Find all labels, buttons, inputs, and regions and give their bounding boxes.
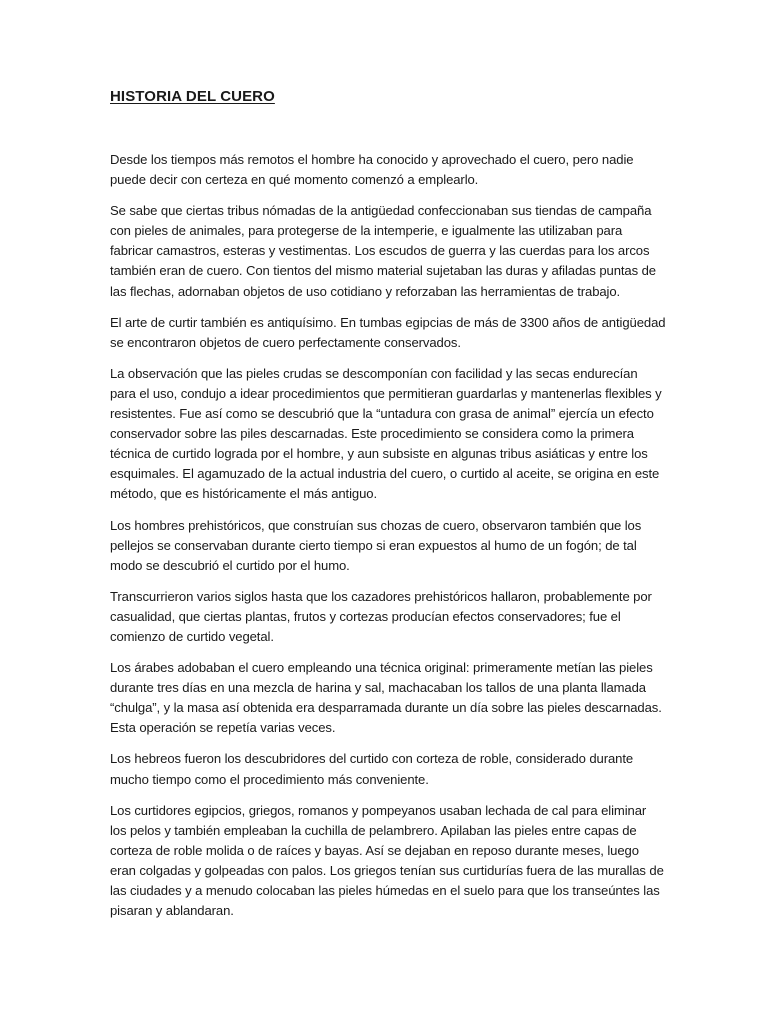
document-body	[110, 87, 666, 932]
paragraph-vegetable-tanning: Transcurrieron varios siglos hasta que los cazadores prehistóricos hallaron, probablemente por casualidad, que ciertas plantas, frutos y cortezas producían efectos conservadores; fue el comienzo de curtido vegetal.	[110, 588, 652, 644]
paragraph-arab-technique: Los árabes adobaban el cuero empleando una técnica original: primeramente metían las pieles durante tres días en una mezcla de harina y sal, machacaban los tallos de una planta llamada “chulga”, y la masa así obtenida era desparramada durante un día sobre las pieles descarnadas. Esta operación se repetía varias veces.	[110, 660, 662, 736]
paragraph-egyptian-tombs: El arte de curtir también es antiquísimo. En tumbas egipcias de más de 3300 años de antigüedad se encontraron objetos de cuero perfectamente conservados.	[110, 314, 666, 350]
paragraph-nomadic-tribes: Se sabe que ciertas tribus nómadas de la antigüedad confeccionaban sus tiendas de campaña con pieles de animales, para protegerse de la intemperie, e igualmente las utilizaban para fabricar camastros, esteras y vestimentas. Los escudos de guerra y las cuerdas para los arcos también eran de cuero. Con tientos del mismo material sujetaban las duras y afiladas puntas de las flechas, adornaban objetos de uso cotidiano y reforzaban las herramientas de trabajo.	[110, 203, 656, 299]
paragraph-list	[110, 150, 666, 921]
paragraph-smoke-tanning: Los hombres prehistóricos, que construían sus chozas de cuero, observaron también que los pellejos se conservaban durante cierto tiempo si eran expuestos al humo de un fogón; de tal modo se descubrió el curtido por el humo.	[110, 517, 642, 573]
paragraph-origins: Desde los tiempos más remotos el hombre ha conocido y aprovechado el cuero, pero nadie puede decir con certeza en qué momento comenzó a emplearlo.	[110, 152, 634, 188]
paragraph-fat-tanning: La observación que las pieles crudas se descomponían con facilidad y las secas endurecían para el uso, condujo a idear procedimientos que permitieran guardarlas y mantenerlas flexibles y resistentes. Fue así como se descubrió que la “untadura con grasa de animal” ejercía un efecto conservador sobre las piles descarnadas. Este procedimiento se considera como la primera técnica de curtido lograda por el hombre, y aun subsiste en algunas tribus asiáticas y entre los esquimales. El agamuzado de la actual industria del cuero, o curtido al aceite, se origina en este método, que es históricamente el más antiguo.	[110, 365, 662, 502]
paragraph-ancient-tanners: Los curtidores egipcios, griegos, romanos y pompeyanos usaban lechada de cal para eliminar los pelos y también empleaban la cuchilla de pelambrero. Apilaban las pieles entre capas de corteza de roble molida o de raíces y bayas. Así se dejaban en reposo durante meses, luego eran colgadas y golpeadas con palos. Los griegos tenían sus curtidurías fuera de las murallas de las ciudades y a menudo colocaban las pieles húmedas en el suelo para que los transeúntes las pisaran y ablandaran.	[110, 802, 664, 919]
document-title: HISTORIA DEL CUERO	[110, 88, 275, 105]
paragraph-hebrew-oak-bark: Los hebreos fueron los descubridores del curtido con corteza de roble, considerado durante mucho tiempo como el procedimiento más conveniente.	[110, 751, 634, 787]
